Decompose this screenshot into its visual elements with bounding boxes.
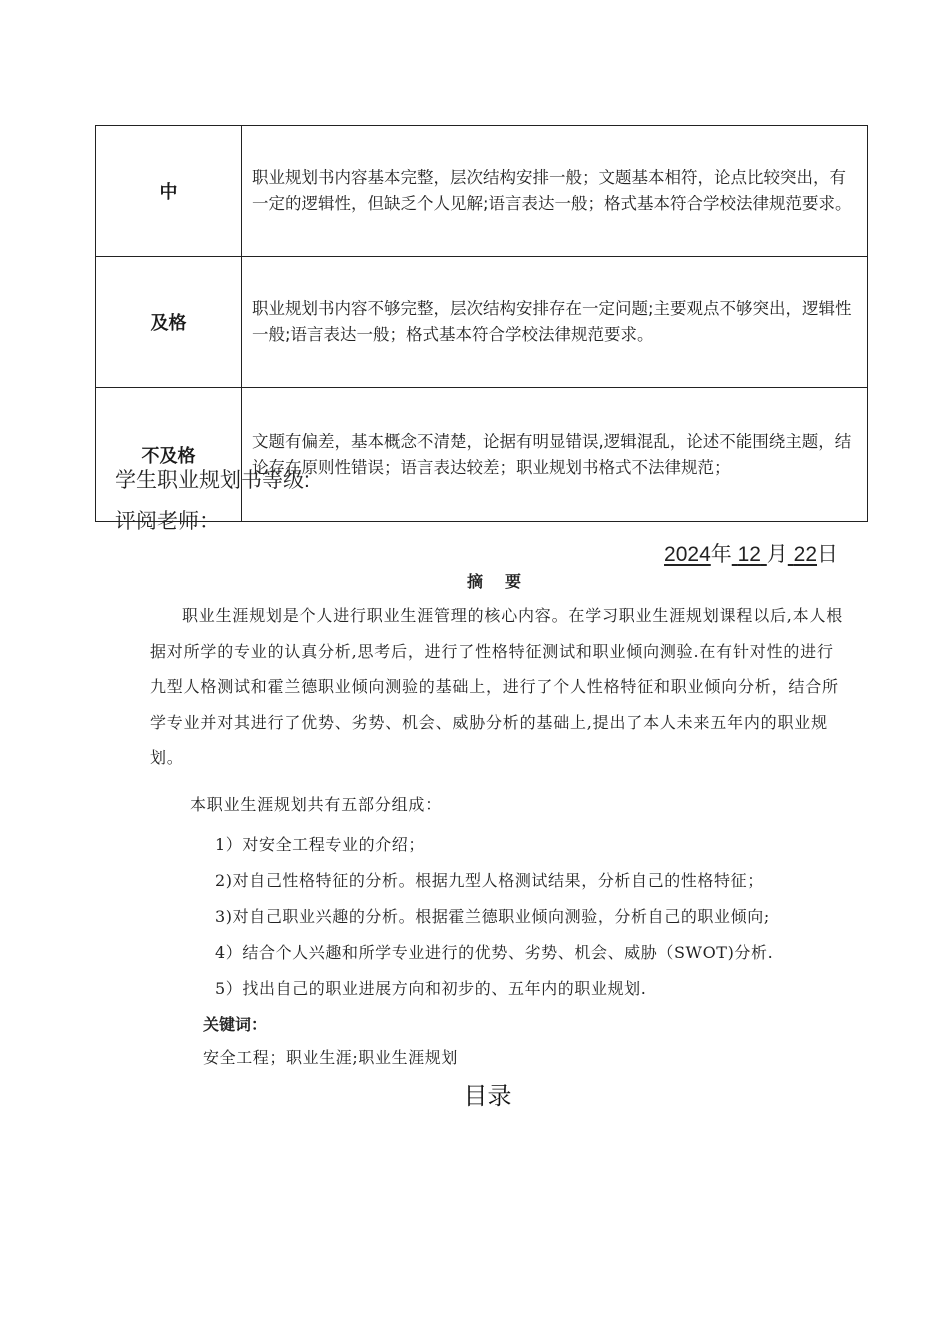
date-day-unit: 日	[817, 543, 838, 566]
grade-field-label: 学生职业规划书等级:	[115, 469, 310, 492]
date-line	[664, 538, 838, 568]
grade-level-cell: 中	[96, 126, 242, 257]
table-row	[96, 126, 868, 257]
reviewer-field-label: 评阅老师：	[115, 510, 220, 533]
list-item: 2)对自己性格特征的分析。根据九型人格测试结果，分析自己的性格特征；	[215, 871, 764, 890]
list-item: 5）找出自己的职业进展方向和初步的、五年内的职业规划.	[215, 979, 647, 998]
abstract-title: 摘要	[466, 572, 543, 591]
date-month-unit: 月	[766, 543, 788, 566]
abstract-intro: 本职业生涯规划共有五部分组成：	[190, 795, 443, 814]
date-month: 12	[737, 543, 761, 566]
grade-level-cell: 及格	[96, 257, 242, 388]
list-item: 3)对自己职业兴趣的分析。根据霍兰德职业倾向测验，分析自己的职业倾向;	[215, 907, 770, 926]
keywords-label: 关键词：	[203, 1015, 268, 1034]
abstract-paragraph: 职业生涯规划是个人进行职业生涯管理的核心内容。在学习职业生涯规划课程以后,本人根据对所学的专业的认真分析,思考后，进行了性格特征测试和职业倾向测验.在有针对性的进行九型人格测试和霍兰德职业倾向测验的基础上，进行了个人性格特征和职业倾向分析，结合所学专业并对其进行了优势、劣势、机会、威胁分析的基础上,提出了本人未来五年内的职业规划。	[150, 606, 844, 767]
list-item: 4）结合个人兴趣和所学专业进行的优势、劣势、机会、威胁（SWOT)分析.	[215, 943, 774, 962]
list-item: 1）对安全工程专业的介绍；	[215, 835, 425, 854]
grade-level-cell: 不及格	[96, 388, 242, 522]
date-day: 22	[793, 543, 817, 566]
table-row	[96, 388, 868, 522]
grade-description-cell: 文题有偏差，基本概念不清楚，论据有明显错误,逻辑混乱，论述不能围绕主题，结论存在原则性错误；语言表达较差；职业规划书格式不法律规范；	[242, 388, 868, 522]
keywords-value: 安全工程；职业生涯;职业生涯规划	[203, 1048, 458, 1067]
toc-title: 目录	[463, 1082, 512, 1110]
grade-description-cell: 职业规划书内容不够完整，层次结构安排存在一定问题;主要观点不够突出，逻辑性一般;语言表达一般；格式基本符合学校法律规范要求。	[242, 257, 868, 388]
date-year-unit: 年	[710, 543, 732, 566]
grade-description-cell: 职业规划书内容基本完整，层次结构安排一般；文题基本相符，论点比较突出，有一定的逻辑性，但缺乏个人见解;语言表达一般；格式基本符合学校法律规范要求。	[242, 126, 868, 257]
table-row	[96, 257, 868, 388]
grading-criteria-table	[95, 125, 868, 522]
date-year: 2024	[664, 543, 711, 566]
